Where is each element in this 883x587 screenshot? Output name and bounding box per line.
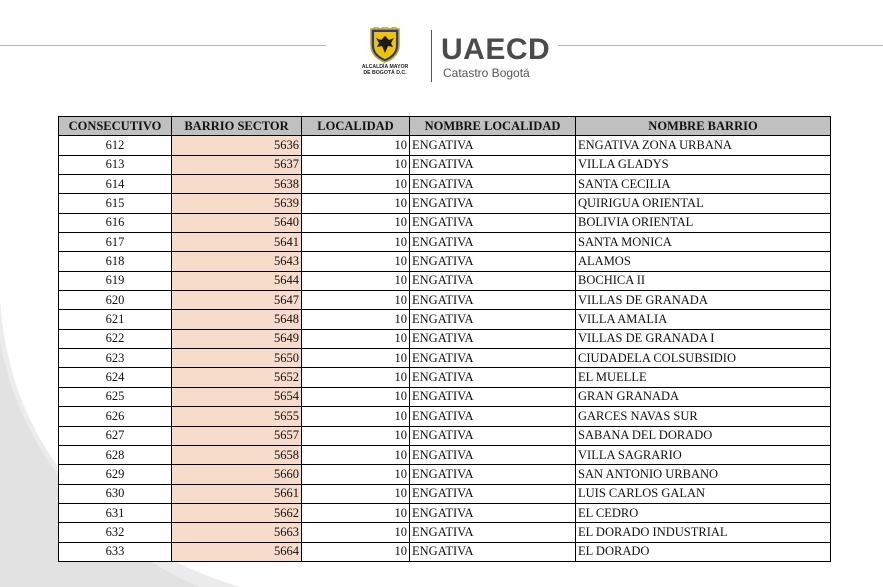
cell-consecutivo: 631	[59, 503, 172, 522]
cell-nombre-barrio: BOCHICA II	[576, 271, 831, 290]
cell-nombre-barrio: VILLA AMALIA	[576, 310, 831, 329]
cell-barrio-sector: 5648	[172, 310, 302, 329]
cell-nombre-barrio: ALAMOS	[576, 252, 831, 271]
table-header-row	[59, 117, 831, 136]
cell-barrio-sector: 5640	[172, 213, 302, 232]
cell-nombre-barrio: EL DORADO INDUSTRIAL	[576, 523, 831, 542]
alcaldia-label	[352, 64, 418, 76]
table-row	[59, 523, 831, 542]
cell-barrio-sector: 5649	[172, 329, 302, 348]
column-header-nombre-localidad: NOMBRE LOCALIDAD	[410, 117, 576, 136]
cell-consecutivo: 614	[59, 175, 172, 194]
cell-nombre-localidad: ENGATIVA	[410, 368, 576, 387]
alcaldia-line-2: DE BOGOTÁ D.C.	[363, 70, 407, 76]
bogota-coat-of-arms-icon	[369, 27, 401, 63]
table-row	[59, 503, 831, 522]
brand-logo-text: UAECD	[441, 33, 551, 66]
cell-consecutivo: 619	[59, 271, 172, 290]
cell-nombre-barrio: VILLAS DE GRANADA I	[576, 329, 831, 348]
cell-consecutivo: 620	[59, 291, 172, 310]
cell-barrio-sector: 5639	[172, 194, 302, 213]
cell-localidad: 10	[302, 465, 410, 484]
cell-localidad: 10	[302, 426, 410, 445]
header-rule-right	[558, 45, 883, 46]
table-row	[59, 271, 831, 290]
cell-localidad: 10	[302, 503, 410, 522]
cell-consecutivo: 627	[59, 426, 172, 445]
cell-localidad: 10	[302, 368, 410, 387]
table-row	[59, 175, 831, 194]
cell-localidad: 10	[302, 445, 410, 464]
cell-localidad: 10	[302, 252, 410, 271]
cell-barrio-sector: 5663	[172, 523, 302, 542]
cell-barrio-sector: 5644	[172, 271, 302, 290]
cell-nombre-localidad: ENGATIVA	[410, 155, 576, 174]
cell-nombre-barrio: GARCES NAVAS SUR	[576, 407, 831, 426]
cell-nombre-localidad: ENGATIVA	[410, 523, 576, 542]
cell-nombre-localidad: ENGATIVA	[410, 194, 576, 213]
cell-barrio-sector: 5657	[172, 426, 302, 445]
cell-barrio-sector: 5650	[172, 349, 302, 368]
column-header-barrio-sector: BARRIO SECTOR	[172, 117, 302, 136]
cell-nombre-localidad: ENGATIVA	[410, 542, 576, 561]
cell-nombre-barrio: VILLA SAGRARIO	[576, 445, 831, 464]
cell-nombre-barrio: QUIRIGUA ORIENTAL	[576, 194, 831, 213]
table-row	[59, 213, 831, 232]
cell-consecutivo: 623	[59, 349, 172, 368]
table-row	[59, 252, 831, 271]
cell-nombre-localidad: ENGATIVA	[410, 136, 576, 155]
cell-nombre-barrio: ENGATIVA ZONA URBANA	[576, 136, 831, 155]
cell-consecutivo: 626	[59, 407, 172, 426]
cell-barrio-sector: 5647	[172, 291, 302, 310]
table-row	[59, 155, 831, 174]
cell-nombre-barrio: BOLIVIA ORIENTAL	[576, 213, 831, 232]
cell-nombre-barrio: LUIS CARLOS GALAN	[576, 484, 831, 503]
cell-localidad: 10	[302, 523, 410, 542]
document-header	[0, 0, 883, 100]
cell-barrio-sector: 5641	[172, 233, 302, 252]
cell-consecutivo: 622	[59, 329, 172, 348]
cell-nombre-localidad: ENGATIVA	[410, 484, 576, 503]
cell-nombre-barrio: VILLAS DE GRANADA	[576, 291, 831, 310]
cell-nombre-localidad: ENGATIVA	[410, 291, 576, 310]
table-row	[59, 349, 831, 368]
cell-barrio-sector: 5654	[172, 387, 302, 406]
cell-nombre-barrio: EL DORADO	[576, 542, 831, 561]
cell-consecutivo: 613	[59, 155, 172, 174]
cell-nombre-localidad: ENGATIVA	[410, 233, 576, 252]
table-row	[59, 368, 831, 387]
cell-nombre-localidad: ENGATIVA	[410, 445, 576, 464]
cell-localidad: 10	[302, 233, 410, 252]
cell-localidad: 10	[302, 136, 410, 155]
cell-barrio-sector: 5655	[172, 407, 302, 426]
cell-consecutivo: 628	[59, 445, 172, 464]
logo-divider	[431, 30, 432, 82]
cell-consecutivo: 617	[59, 233, 172, 252]
cell-nombre-barrio: EL CEDRO	[576, 503, 831, 522]
table-row	[59, 426, 831, 445]
table-row	[59, 407, 831, 426]
cell-barrio-sector: 5664	[172, 542, 302, 561]
cell-nombre-localidad: ENGATIVA	[410, 252, 576, 271]
cell-consecutivo: 621	[59, 310, 172, 329]
cell-nombre-barrio: SANTA MONICA	[576, 233, 831, 252]
cell-nombre-barrio: VILLA GLADYS	[576, 155, 831, 174]
cell-localidad: 10	[302, 155, 410, 174]
cell-localidad: 10	[302, 542, 410, 561]
cell-consecutivo: 629	[59, 465, 172, 484]
cell-barrio-sector: 5643	[172, 252, 302, 271]
cell-localidad: 10	[302, 291, 410, 310]
table-row	[59, 310, 831, 329]
cell-nombre-localidad: ENGATIVA	[410, 271, 576, 290]
cell-barrio-sector: 5637	[172, 155, 302, 174]
cell-barrio-sector: 5636	[172, 136, 302, 155]
cell-nombre-localidad: ENGATIVA	[410, 387, 576, 406]
cell-consecutivo: 633	[59, 542, 172, 561]
alcaldia-line-1: ALCALDÍA MAYOR	[361, 64, 409, 70]
cell-localidad: 10	[302, 349, 410, 368]
cell-barrio-sector: 5662	[172, 503, 302, 522]
cell-barrio-sector: 5658	[172, 445, 302, 464]
cell-nombre-barrio: CIUDADELA COLSUBSIDIO	[576, 349, 831, 368]
cell-nombre-barrio: SABANA DEL DORADO	[576, 426, 831, 445]
cell-localidad: 10	[302, 271, 410, 290]
cell-localidad: 10	[302, 387, 410, 406]
table-row	[59, 465, 831, 484]
cell-consecutivo: 616	[59, 213, 172, 232]
table-row	[59, 445, 831, 464]
cell-localidad: 10	[302, 407, 410, 426]
cell-consecutivo: 615	[59, 194, 172, 213]
column-header-nombre-barrio: NOMBRE BARRIO	[576, 117, 831, 136]
cell-nombre-localidad: ENGATIVA	[410, 503, 576, 522]
header-rule-left	[0, 45, 326, 46]
cell-consecutivo: 625	[59, 387, 172, 406]
cell-barrio-sector: 5638	[172, 175, 302, 194]
cell-localidad: 10	[302, 194, 410, 213]
cell-nombre-localidad: ENGATIVA	[410, 213, 576, 232]
table-row	[59, 387, 831, 406]
table-row	[59, 233, 831, 252]
cell-nombre-localidad: ENGATIVA	[410, 426, 576, 445]
cell-barrio-sector: 5652	[172, 368, 302, 387]
cell-nombre-barrio: SAN ANTONIO URBANO	[576, 465, 831, 484]
brand-subtitle: Catastro Bogotá	[443, 66, 530, 80]
table-row	[59, 136, 831, 155]
cell-nombre-localidad: ENGATIVA	[410, 349, 576, 368]
cell-nombre-barrio: GRAN GRANADA	[576, 387, 831, 406]
cell-barrio-sector: 5661	[172, 484, 302, 503]
cell-consecutivo: 630	[59, 484, 172, 503]
cell-nombre-barrio: EL MUELLE	[576, 368, 831, 387]
cell-consecutivo: 624	[59, 368, 172, 387]
table-row	[59, 194, 831, 213]
cell-nombre-barrio: SANTA CECILIA	[576, 175, 831, 194]
cell-nombre-localidad: ENGATIVA	[410, 407, 576, 426]
cell-barrio-sector: 5660	[172, 465, 302, 484]
cell-consecutivo: 612	[59, 136, 172, 155]
cell-consecutivo: 632	[59, 523, 172, 542]
table-row	[59, 291, 831, 310]
cell-localidad: 10	[302, 175, 410, 194]
column-header-localidad: LOCALIDAD	[302, 117, 410, 136]
cell-localidad: 10	[302, 484, 410, 503]
cell-localidad: 10	[302, 310, 410, 329]
cell-consecutivo: 618	[59, 252, 172, 271]
table-row	[59, 484, 831, 503]
table-body	[59, 136, 831, 562]
table-row	[59, 542, 831, 561]
barrios-table	[58, 116, 831, 562]
cell-nombre-localidad: ENGATIVA	[410, 175, 576, 194]
column-header-consecutivo: CONSECUTIVO	[59, 117, 172, 136]
cell-nombre-localidad: ENGATIVA	[410, 310, 576, 329]
cell-localidad: 10	[302, 329, 410, 348]
cell-nombre-localidad: ENGATIVA	[410, 465, 576, 484]
cell-nombre-localidad: ENGATIVA	[410, 329, 576, 348]
table-row	[59, 329, 831, 348]
cell-localidad: 10	[302, 213, 410, 232]
